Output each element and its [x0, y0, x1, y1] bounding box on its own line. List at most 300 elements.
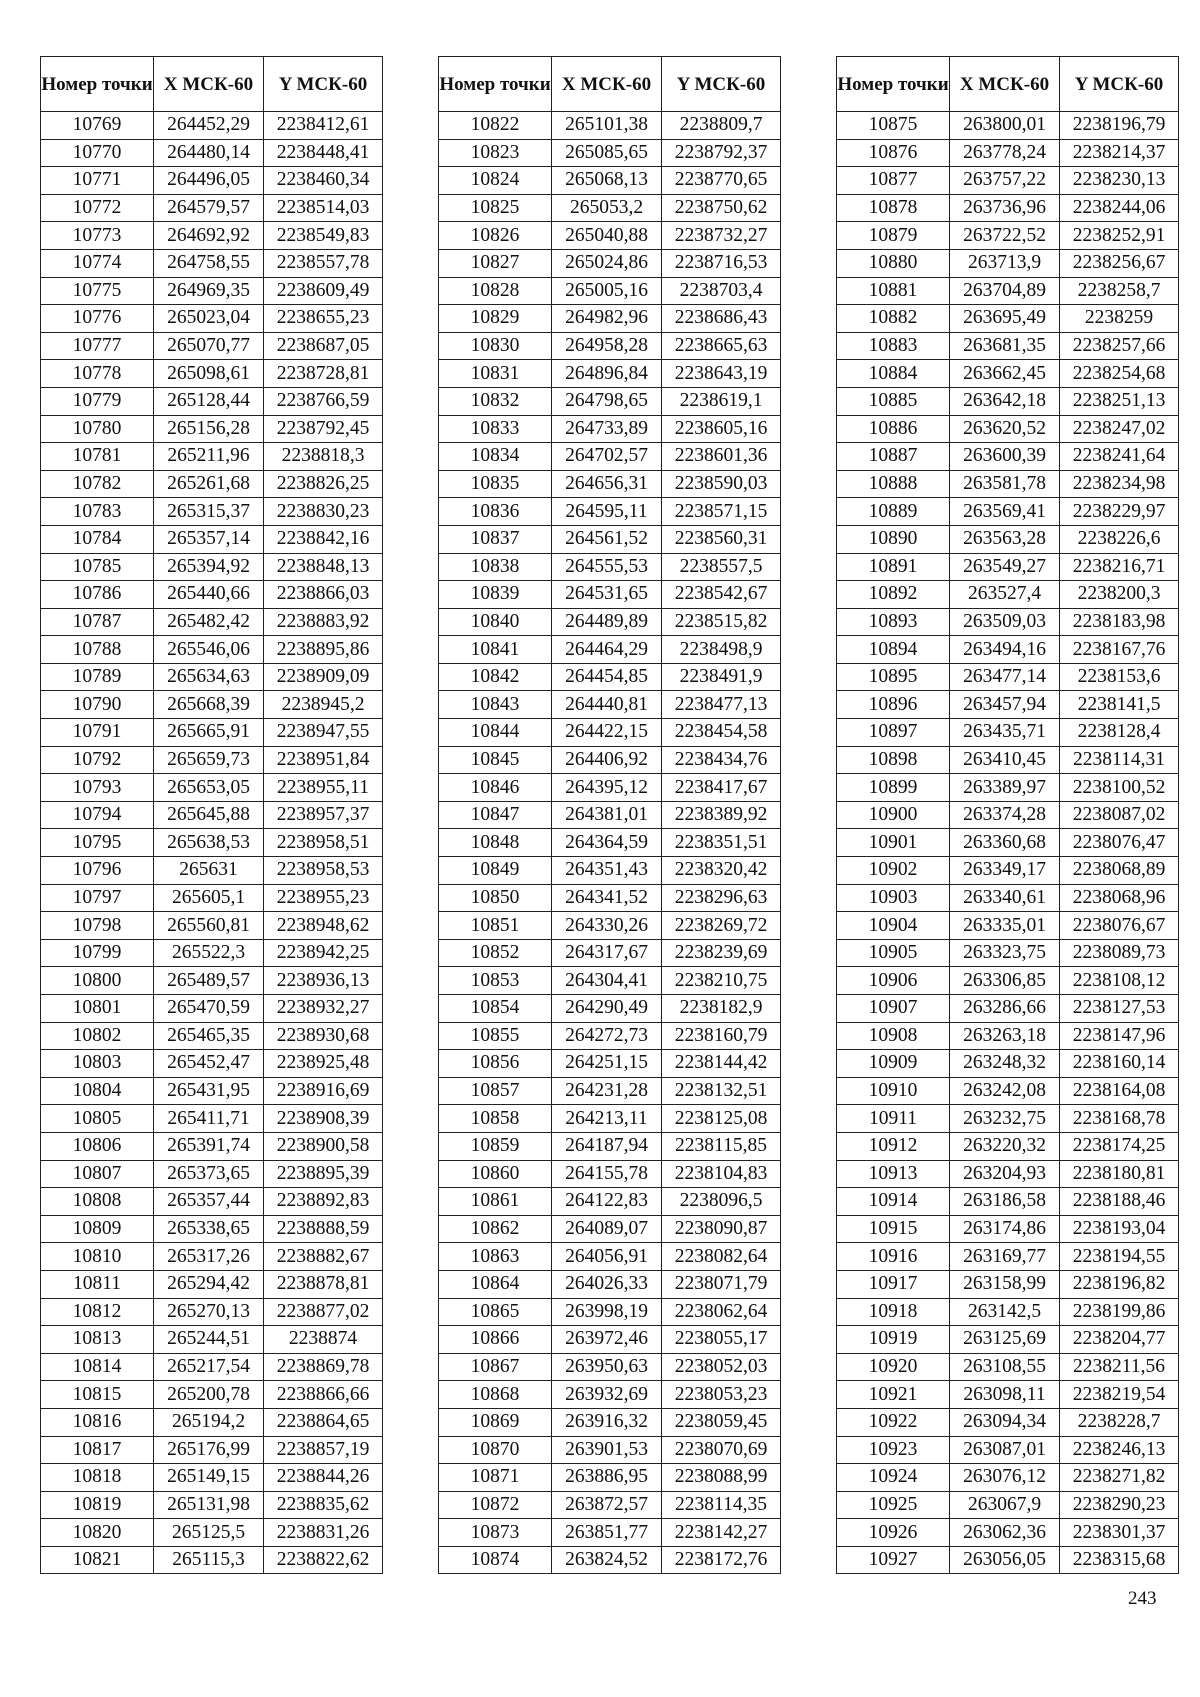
point-number-cell: 10873: [439, 1519, 552, 1547]
y-coordinate-cell: 2238164,08: [1060, 1077, 1179, 1105]
point-number-cell: 10867: [439, 1353, 552, 1381]
x-coordinate-cell: 263360,68: [950, 829, 1060, 857]
table-row: [837, 1298, 1179, 1326]
table-header-row: [41, 57, 383, 112]
table-row: [439, 443, 781, 471]
x-coordinate-cell: 263642,18: [950, 387, 1060, 415]
y-coordinate-cell: 2238826,25: [264, 470, 383, 498]
y-coordinate-cell: 2238172,76: [662, 1546, 781, 1574]
table-row: [41, 443, 383, 471]
table-row: [41, 774, 383, 802]
y-coordinate-cell: 2238246,13: [1060, 1436, 1179, 1464]
point-number-cell: 10918: [837, 1298, 950, 1326]
point-number-cell: 10829: [439, 305, 552, 333]
point-number-cell: 10869: [439, 1408, 552, 1436]
y-coordinate-cell: 2238460,34: [264, 167, 383, 195]
x-coordinate-cell: 264464,29: [552, 636, 662, 664]
x-coordinate-cell: 264454,85: [552, 663, 662, 691]
table-row: [41, 305, 383, 333]
point-number-cell: 10870: [439, 1436, 552, 1464]
table-row: [41, 277, 383, 305]
table-row: [837, 581, 1179, 609]
y-coordinate-cell: 2238557,5: [662, 553, 781, 581]
x-coordinate-cell: 264531,65: [552, 581, 662, 609]
point-number-cell: 10920: [837, 1353, 950, 1381]
x-coordinate-cell: 263600,39: [950, 443, 1060, 471]
table-row: [837, 801, 1179, 829]
table-row: [41, 498, 383, 526]
y-coordinate-cell: 2238068,89: [1060, 857, 1179, 885]
table-row: [41, 249, 383, 277]
y-coordinate-cell: 2238174,25: [1060, 1132, 1179, 1160]
table-row: [439, 498, 781, 526]
y-coordinate-cell: 2238219,54: [1060, 1381, 1179, 1409]
point-number-cell: 10852: [439, 939, 552, 967]
x-coordinate-cell: 263389,97: [950, 774, 1060, 802]
table-row: [439, 249, 781, 277]
table-row: [439, 663, 781, 691]
point-number-cell: 10862: [439, 1215, 552, 1243]
x-coordinate-cell: 264406,92: [552, 746, 662, 774]
point-number-cell: 10866: [439, 1326, 552, 1354]
y-coordinate-cell: 2238882,67: [264, 1243, 383, 1271]
coordinate-table-3: [836, 56, 1179, 1574]
x-coordinate-cell: 265560,81: [154, 912, 264, 940]
y-coordinate-cell: 2238728,81: [264, 360, 383, 388]
y-coordinate-cell: 2238068,96: [1060, 884, 1179, 912]
x-coordinate-cell: 263158,99: [950, 1270, 1060, 1298]
x-coordinate-cell: 264702,57: [552, 443, 662, 471]
point-number-cell: 10901: [837, 829, 950, 857]
point-number-cell: 10883: [837, 332, 950, 360]
y-coordinate-cell: 2238605,16: [662, 415, 781, 443]
y-coordinate-cell: 2238062,64: [662, 1298, 781, 1326]
y-coordinate-cell: 2238498,9: [662, 636, 781, 664]
table-row: [837, 663, 1179, 691]
point-number-cell: 10878: [837, 194, 950, 222]
y-coordinate-cell: 2238132,51: [662, 1077, 781, 1105]
table-row: [439, 829, 781, 857]
y-coordinate-cell: 2238258,7: [1060, 277, 1179, 305]
table-row: [439, 1077, 781, 1105]
y-coordinate-cell: 2238945,2: [264, 691, 383, 719]
point-number-cell: 10780: [41, 415, 154, 443]
table-row: [41, 1436, 383, 1464]
table-row: [837, 470, 1179, 498]
y-coordinate-cell: 2238254,68: [1060, 360, 1179, 388]
x-coordinate-cell: 264330,26: [552, 912, 662, 940]
x-coordinate-cell: 264982,96: [552, 305, 662, 333]
table-row: [41, 608, 383, 636]
x-coordinate-cell: 263076,12: [950, 1464, 1060, 1492]
table-row: [41, 636, 383, 664]
x-coordinate-cell: 265357,14: [154, 525, 264, 553]
x-coordinate-cell: 263800,01: [950, 112, 1060, 140]
table-row: [837, 1326, 1179, 1354]
point-number-cell: 10900: [837, 801, 950, 829]
y-coordinate-cell: 2238199,86: [1060, 1298, 1179, 1326]
y-coordinate-cell: 2238193,04: [1060, 1215, 1179, 1243]
x-coordinate-cell: 264122,83: [552, 1188, 662, 1216]
y-coordinate-cell: 2238643,19: [662, 360, 781, 388]
point-number-cell: 10833: [439, 415, 552, 443]
y-coordinate-cell: 2238864,65: [264, 1408, 383, 1436]
table-row: [837, 167, 1179, 195]
table-row: [41, 167, 383, 195]
x-coordinate-cell: 264733,89: [552, 415, 662, 443]
x-coordinate-cell: 263722,52: [950, 222, 1060, 250]
y-coordinate-cell: 2238878,81: [264, 1270, 383, 1298]
x-coordinate-cell: 264395,12: [552, 774, 662, 802]
table-row: [439, 1519, 781, 1547]
x-coordinate-cell: 264381,01: [552, 801, 662, 829]
y-coordinate-cell: 2238214,37: [1060, 139, 1179, 167]
table-row: [837, 249, 1179, 277]
y-coordinate-cell: 2238792,45: [264, 415, 383, 443]
point-number-cell: 10909: [837, 1050, 950, 1078]
table-row: [439, 1022, 781, 1050]
table-row: [439, 581, 781, 609]
table-row: [439, 1160, 781, 1188]
y-coordinate-cell: 2238792,37: [662, 139, 781, 167]
point-number-cell: 10896: [837, 691, 950, 719]
point-number-cell: 10792: [41, 746, 154, 774]
point-number-cell: 10800: [41, 967, 154, 995]
y-coordinate-cell: 2238434,76: [662, 746, 781, 774]
point-number-cell: 10877: [837, 167, 950, 195]
x-coordinate-cell: 263620,52: [950, 415, 1060, 443]
point-number-cell: 10897: [837, 719, 950, 747]
table-row: [837, 1408, 1179, 1436]
table-row: [439, 1491, 781, 1519]
table-row: [41, 995, 383, 1023]
table-row: [837, 1270, 1179, 1298]
table-row: [439, 139, 781, 167]
table-row: [837, 1491, 1179, 1519]
point-number-cell: 10790: [41, 691, 154, 719]
header-x-coordinate: X МСК-60: [154, 57, 264, 112]
x-coordinate-cell: 263410,45: [950, 746, 1060, 774]
x-coordinate-cell: 264452,29: [154, 112, 264, 140]
point-number-cell: 10839: [439, 581, 552, 609]
table-row: [439, 636, 781, 664]
x-coordinate-cell: 263340,61: [950, 884, 1060, 912]
table-row: [439, 1546, 781, 1574]
y-coordinate-cell: 2238947,55: [264, 719, 383, 747]
point-number-cell: 10851: [439, 912, 552, 940]
y-coordinate-cell: 2238351,51: [662, 829, 781, 857]
point-number-cell: 10895: [837, 663, 950, 691]
table-row: [41, 415, 383, 443]
x-coordinate-cell: 263695,49: [950, 305, 1060, 333]
table-row: [837, 277, 1179, 305]
x-coordinate-cell: 263220,32: [950, 1132, 1060, 1160]
header-y-coordinate: Y МСК-60: [264, 57, 383, 112]
table-row: [41, 112, 383, 140]
x-coordinate-cell: 263527,4: [950, 581, 1060, 609]
point-number-cell: 10771: [41, 167, 154, 195]
table-row: [439, 1132, 781, 1160]
y-coordinate-cell: 2238230,13: [1060, 167, 1179, 195]
y-coordinate-cell: 2238932,27: [264, 995, 383, 1023]
table-header-row: [837, 57, 1179, 112]
point-number-cell: 10806: [41, 1132, 154, 1160]
x-coordinate-cell: 265156,28: [154, 415, 264, 443]
x-coordinate-cell: 263950,63: [552, 1353, 662, 1381]
y-coordinate-cell: 2238514,03: [264, 194, 383, 222]
x-coordinate-cell: 265211,96: [154, 443, 264, 471]
x-coordinate-cell: 265645,88: [154, 801, 264, 829]
y-coordinate-cell: 2238229,97: [1060, 498, 1179, 526]
y-coordinate-cell: 2238320,42: [662, 857, 781, 885]
table-row: [41, 1353, 383, 1381]
y-coordinate-cell: 2238716,53: [662, 249, 781, 277]
y-coordinate-cell: 2238542,67: [662, 581, 781, 609]
x-coordinate-cell: 265068,13: [552, 167, 662, 195]
point-number-cell: 10809: [41, 1215, 154, 1243]
table-row: [439, 1050, 781, 1078]
point-number-cell: 10826: [439, 222, 552, 250]
x-coordinate-cell: 263108,55: [950, 1353, 1060, 1381]
x-coordinate-cell: 263349,17: [950, 857, 1060, 885]
point-number-cell: 10778: [41, 360, 154, 388]
x-coordinate-cell: 265452,47: [154, 1050, 264, 1078]
x-coordinate-cell: 263232,75: [950, 1105, 1060, 1133]
point-number-cell: 10905: [837, 939, 950, 967]
point-number-cell: 10784: [41, 525, 154, 553]
y-coordinate-cell: 2238160,14: [1060, 1050, 1179, 1078]
y-coordinate-cell: 2238866,03: [264, 581, 383, 609]
point-number-cell: 10844: [439, 719, 552, 747]
table-row: [439, 305, 781, 333]
table-row: [837, 1519, 1179, 1547]
point-number-cell: 10819: [41, 1491, 154, 1519]
table-row: [439, 939, 781, 967]
y-coordinate-cell: 2238204,77: [1060, 1326, 1179, 1354]
point-number-cell: 10830: [439, 332, 552, 360]
x-coordinate-cell: 263851,77: [552, 1519, 662, 1547]
y-coordinate-cell: 2238088,99: [662, 1464, 781, 1492]
point-number-cell: 10857: [439, 1077, 552, 1105]
table-row: [41, 332, 383, 360]
x-coordinate-cell: 263323,75: [950, 939, 1060, 967]
y-coordinate-cell: 2238888,59: [264, 1215, 383, 1243]
y-coordinate-cell: 2238216,71: [1060, 553, 1179, 581]
y-coordinate-cell: 2238071,79: [662, 1270, 781, 1298]
y-coordinate-cell: 2238059,45: [662, 1408, 781, 1436]
point-number-cell: 10773: [41, 222, 154, 250]
point-number-cell: 10782: [41, 470, 154, 498]
point-number-cell: 10923: [837, 1436, 950, 1464]
point-number-cell: 10811: [41, 1270, 154, 1298]
y-coordinate-cell: 2238252,91: [1060, 222, 1179, 250]
table-row: [439, 1464, 781, 1492]
point-number-cell: 10843: [439, 691, 552, 719]
y-coordinate-cell: 2238909,09: [264, 663, 383, 691]
point-number-cell: 10820: [41, 1519, 154, 1547]
table-row: [837, 829, 1179, 857]
table-row: [837, 746, 1179, 774]
table-row: [439, 360, 781, 388]
point-number-cell: 10828: [439, 277, 552, 305]
point-number-cell: 10815: [41, 1381, 154, 1409]
table-row: [837, 1215, 1179, 1243]
y-coordinate-cell: 2238831,26: [264, 1519, 383, 1547]
point-number-cell: 10821: [41, 1546, 154, 1574]
point-number-cell: 10875: [837, 112, 950, 140]
point-number-cell: 10921: [837, 1381, 950, 1409]
point-number-cell: 10787: [41, 608, 154, 636]
point-number-cell: 10799: [41, 939, 154, 967]
point-number-cell: 10889: [837, 498, 950, 526]
y-coordinate-cell: 2238128,4: [1060, 719, 1179, 747]
x-coordinate-cell: 263494,16: [950, 636, 1060, 664]
table-row: [41, 1160, 383, 1188]
table-row: [837, 1381, 1179, 1409]
x-coordinate-cell: 264317,67: [552, 939, 662, 967]
y-coordinate-cell: 2238601,36: [662, 443, 781, 471]
table-row: [41, 581, 383, 609]
point-number-cell: 10917: [837, 1270, 950, 1298]
table-row: [41, 470, 383, 498]
table-row: [439, 1270, 781, 1298]
y-coordinate-cell: 2238256,67: [1060, 249, 1179, 277]
table-row: [41, 1326, 383, 1354]
table-row: [837, 1464, 1179, 1492]
table-row: [41, 691, 383, 719]
table-row: [41, 1243, 383, 1271]
point-number-cell: 10893: [837, 608, 950, 636]
x-coordinate-cell: 265634,63: [154, 663, 264, 691]
table-row: [41, 1188, 383, 1216]
x-coordinate-cell: 265394,92: [154, 553, 264, 581]
point-number-cell: 10774: [41, 249, 154, 277]
x-coordinate-cell: 263757,22: [950, 167, 1060, 195]
point-number-cell: 10884: [837, 360, 950, 388]
table-row: [41, 719, 383, 747]
table-row: [837, 112, 1179, 140]
table-row: [439, 1408, 781, 1436]
point-number-cell: 10868: [439, 1381, 552, 1409]
y-coordinate-cell: 2238141,5: [1060, 691, 1179, 719]
point-number-cell: 10887: [837, 443, 950, 471]
x-coordinate-cell: 263286,66: [950, 995, 1060, 1023]
x-coordinate-cell: 263736,96: [950, 194, 1060, 222]
x-coordinate-cell: 265665,91: [154, 719, 264, 747]
table-row: [837, 443, 1179, 471]
y-coordinate-cell: 2238114,35: [662, 1491, 781, 1519]
table-row: [41, 194, 383, 222]
table-row: [41, 139, 383, 167]
x-coordinate-cell: 263169,77: [950, 1243, 1060, 1271]
x-coordinate-cell: 263662,45: [950, 360, 1060, 388]
x-coordinate-cell: 263681,35: [950, 332, 1060, 360]
table-row: [41, 553, 383, 581]
y-coordinate-cell: 2238076,47: [1060, 829, 1179, 857]
point-number-cell: 10823: [439, 139, 552, 167]
y-coordinate-cell: 2238549,83: [264, 222, 383, 250]
x-coordinate-cell: 263872,57: [552, 1491, 662, 1519]
table-row: [41, 801, 383, 829]
table-row: [439, 387, 781, 415]
y-coordinate-cell: 2238877,02: [264, 1298, 383, 1326]
x-coordinate-cell: 265070,77: [154, 332, 264, 360]
x-coordinate-cell: 264364,59: [552, 829, 662, 857]
table-row: [837, 1077, 1179, 1105]
x-coordinate-cell: 264758,55: [154, 249, 264, 277]
x-coordinate-cell: 265489,57: [154, 967, 264, 995]
point-number-cell: 10913: [837, 1160, 950, 1188]
table-row: [837, 1022, 1179, 1050]
point-number-cell: 10772: [41, 194, 154, 222]
y-coordinate-cell: 2238842,16: [264, 525, 383, 553]
point-number-cell: 10911: [837, 1105, 950, 1133]
table-row: [837, 387, 1179, 415]
y-coordinate-cell: 2238477,13: [662, 691, 781, 719]
table-row: [837, 332, 1179, 360]
point-number-cell: 10813: [41, 1326, 154, 1354]
y-coordinate-cell: 2238869,78: [264, 1353, 383, 1381]
point-number-cell: 10915: [837, 1215, 950, 1243]
y-coordinate-cell: 2238241,64: [1060, 443, 1179, 471]
header-x-coordinate: X МСК-60: [552, 57, 662, 112]
point-number-cell: 10880: [837, 249, 950, 277]
y-coordinate-cell: 2238448,41: [264, 139, 383, 167]
table-row: [837, 553, 1179, 581]
point-number-cell: 10892: [837, 581, 950, 609]
x-coordinate-cell: 263335,01: [950, 912, 1060, 940]
table-row: [41, 1298, 383, 1326]
table-row: [837, 884, 1179, 912]
y-coordinate-cell: 2238160,79: [662, 1022, 781, 1050]
table-row: [439, 608, 781, 636]
table-row: [837, 774, 1179, 802]
x-coordinate-cell: 263778,24: [950, 139, 1060, 167]
x-coordinate-cell: 263457,94: [950, 691, 1060, 719]
point-number-cell: 10924: [837, 1464, 950, 1492]
x-coordinate-cell: 265244,51: [154, 1326, 264, 1354]
point-number-cell: 10908: [837, 1022, 950, 1050]
x-coordinate-cell: 265653,05: [154, 774, 264, 802]
point-number-cell: 10775: [41, 277, 154, 305]
table-row: [41, 1050, 383, 1078]
x-coordinate-cell: 265217,54: [154, 1353, 264, 1381]
y-coordinate-cell: 2238082,64: [662, 1243, 781, 1271]
point-number-cell: 10777: [41, 332, 154, 360]
x-coordinate-cell: 264692,92: [154, 222, 264, 250]
x-coordinate-cell: 263916,32: [552, 1408, 662, 1436]
point-number-cell: 10922: [837, 1408, 950, 1436]
table-row: [41, 525, 383, 553]
x-coordinate-cell: 264251,15: [552, 1050, 662, 1078]
y-coordinate-cell: 2238089,73: [1060, 939, 1179, 967]
x-coordinate-cell: 265638,53: [154, 829, 264, 857]
table-row: [439, 719, 781, 747]
x-coordinate-cell: 263204,93: [950, 1160, 1060, 1188]
point-number-cell: 10865: [439, 1298, 552, 1326]
x-coordinate-cell: 263174,86: [950, 1215, 1060, 1243]
x-coordinate-cell: 265411,71: [154, 1105, 264, 1133]
point-number-cell: 10801: [41, 995, 154, 1023]
point-number-cell: 10912: [837, 1132, 950, 1160]
point-number-cell: 10779: [41, 387, 154, 415]
x-coordinate-cell: 265605,1: [154, 884, 264, 912]
y-coordinate-cell: 2238108,12: [1060, 967, 1179, 995]
x-coordinate-cell: 263263,18: [950, 1022, 1060, 1050]
y-coordinate-cell: 2238895,39: [264, 1160, 383, 1188]
y-coordinate-cell: 2238818,3: [264, 443, 383, 471]
y-coordinate-cell: 2238822,62: [264, 1546, 383, 1574]
